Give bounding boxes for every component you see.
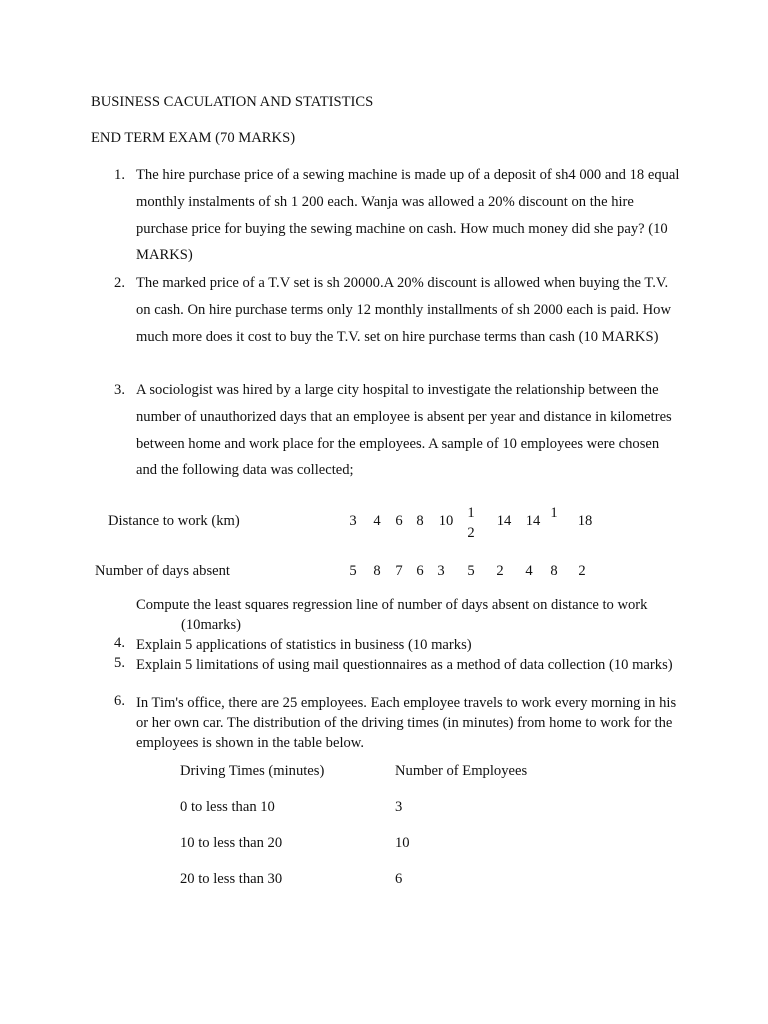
absent-cell: 8: [550, 563, 558, 579]
compute-instruction: Compute the least squares regression line of number of days absent on distance to work: [136, 597, 648, 613]
compute-marks: (10marks): [181, 617, 241, 633]
absent-cell: 3: [437, 563, 445, 579]
absent-cell: 8: [373, 563, 381, 579]
table-header-driving-times: Driving Times (minutes): [180, 763, 325, 779]
table-cell-count: 6: [395, 871, 403, 887]
table-cell-time: 0 to less than 10: [180, 799, 275, 815]
distance-cell: 3: [349, 513, 357, 529]
question-text: In Tim's office, there are 25 employees. Each employee travels to work every morning in his or her own car. The distribution of the driving times (in minutes) from home to work for the employees is shown in the table below.: [136, 695, 677, 751]
question-text: The marked price of a T.V set is sh 20000.A 20% discount is allowed when buying the T.V. on cash. On hire purchase terms only 12 monthly installments of sh 2000 each is paid. How much more does it cost to buy the T.V. set on hire purchase terms than cash (10 MARKS): [136, 275, 672, 345]
distance-cell: 4: [373, 513, 381, 529]
distance-cell: 8: [416, 513, 424, 529]
question-number: 4.: [114, 635, 125, 651]
absent-cell: 2: [496, 563, 504, 579]
absent-cell: 6: [416, 563, 424, 579]
table-cell-time: 10 to less than 20: [180, 835, 283, 851]
question-text: Explain 5 applications of statistics in business (10 marks): [136, 637, 472, 653]
table-cell-count: 10: [395, 835, 410, 851]
absent-cell: 5: [349, 563, 357, 579]
exam-subtitle: END TERM EXAM (70 MARKS): [91, 130, 296, 146]
question-text: Explain 5 limitations of using mail questionnaires as a method of data collection (10 marks): [136, 657, 673, 673]
question-number: 1.: [114, 167, 125, 183]
distance-cell-wrapped: 12: [467, 505, 475, 541]
absent-cell: 4: [525, 563, 533, 579]
question-number: 6.: [114, 693, 125, 709]
distance-cell: 14: [496, 513, 512, 529]
distance-cell: 18: [577, 513, 593, 529]
distance-cell: 6: [395, 513, 403, 529]
question-text: The hire purchase price of a sewing machine is made up of a deposit of sh4 000 and 18 equal monthly instalments of sh 1 200 each. Wanja was allowed a 20% discount on the hire purchase price for buying the sewing machine on cash. How much money did she pay? (10 MARKS): [136, 167, 680, 264]
distance-cell: 14: [525, 513, 541, 529]
absent-cell: 2: [578, 563, 586, 579]
question-text: A sociologist was hired by a large city hospital to investigate the relationship between the number of unauthorized days that an employee is absent per year and distance in kilometres between home and work place for the employees. A sample of 10 employees were chosen and the following data was collected;: [136, 382, 672, 479]
absent-cell: 7: [395, 563, 403, 579]
table-header-employees: Number of Employees: [395, 763, 528, 779]
table-cell-count: 3: [395, 799, 403, 815]
question-number: 2.: [114, 275, 125, 291]
distance-cell: 1: [550, 505, 558, 521]
distance-cell: 10: [438, 513, 454, 529]
page-title: BUSINESS CACULATION AND STATISTICS: [91, 94, 374, 110]
absent-cell: 5: [467, 563, 475, 579]
question-number: 3.: [114, 382, 125, 398]
table-cell-time: 20 to less than 30: [180, 871, 283, 887]
absent-row-label: Number of days absent: [95, 563, 230, 579]
question-number: 5.: [114, 655, 125, 671]
distance-row-label: Distance to work (km): [108, 513, 240, 529]
